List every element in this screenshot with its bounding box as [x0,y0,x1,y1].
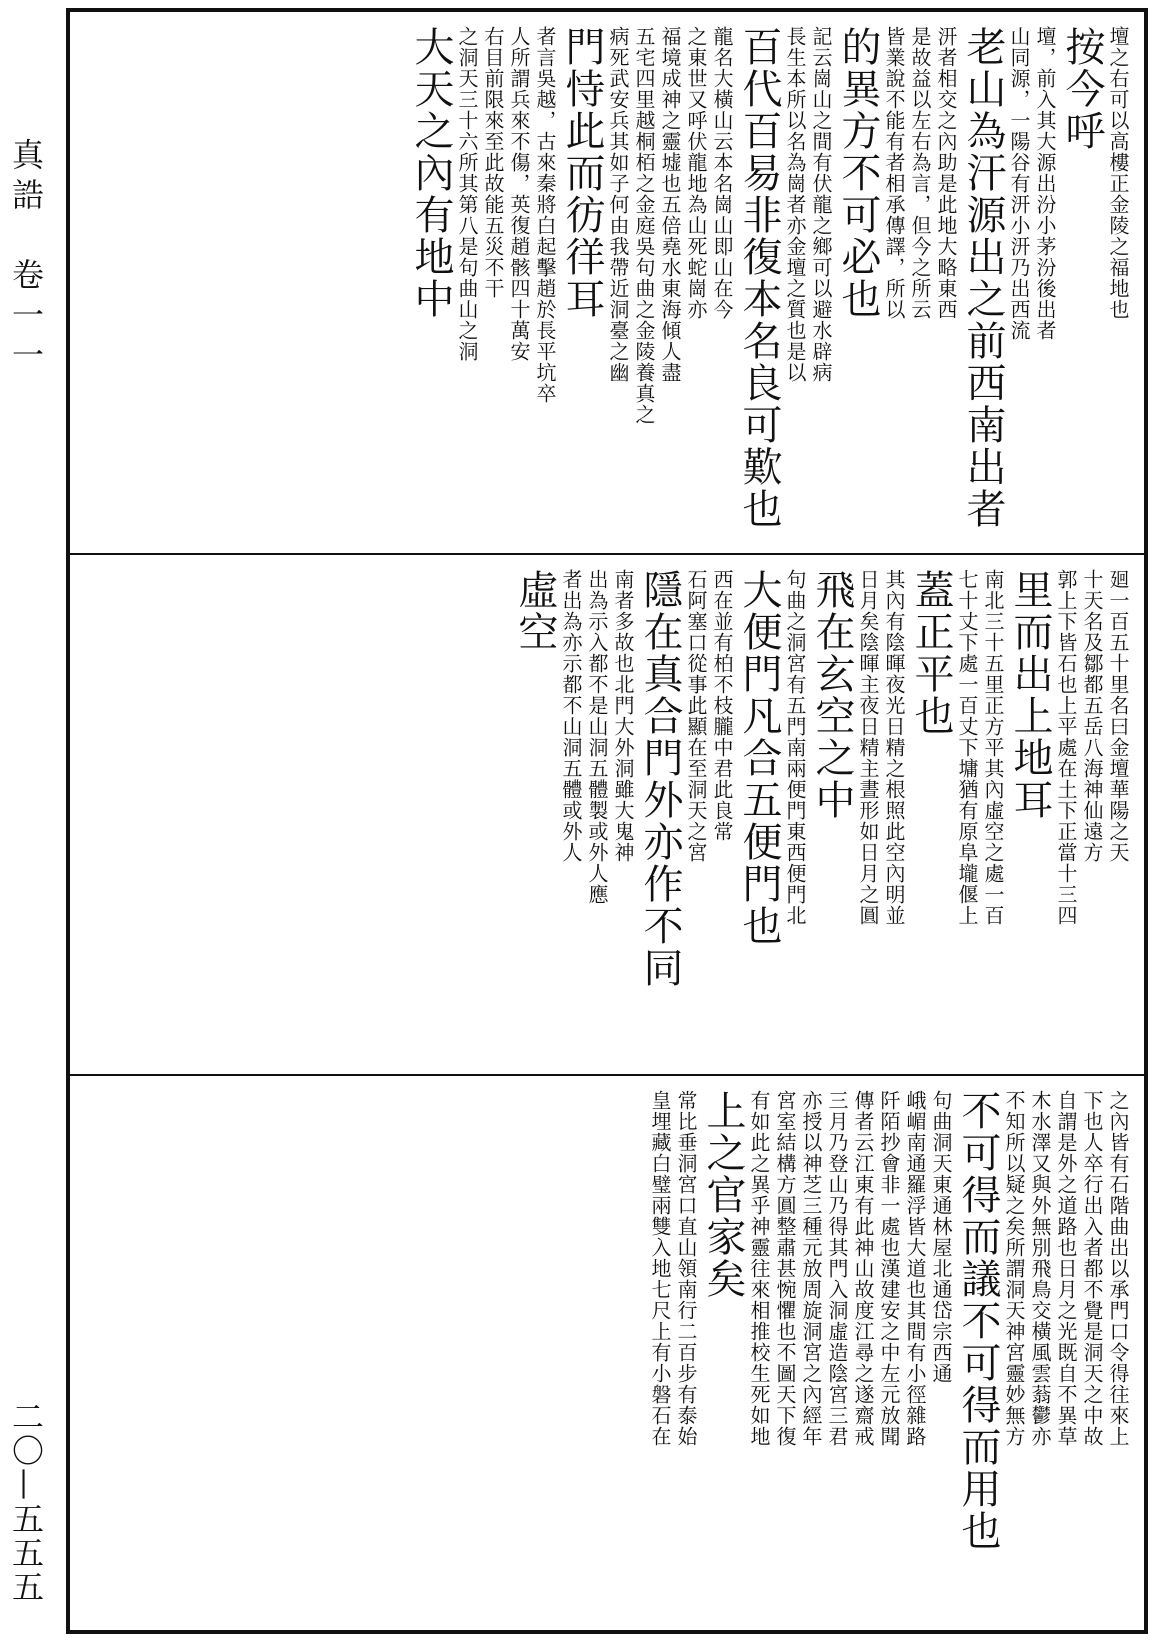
text-column: 自謂是外之道路也日月之光既自不異草 [1054,1090,1078,1447]
text-column: 宮室結構方圓整肅甚惋懼也不圖天下復 [773,1090,797,1447]
text-column: 五宅四里越桐栢之金庭吳句曲之金陵養真之 [632,26,656,425]
text-column: 福境成神之靈墟也五倍堯水東海傾人盡 [658,26,682,383]
text-column: 亦授以神芝三種元放周旋洞宮之內經年 [799,1090,823,1447]
text-column: 汧者相交之內助是此地大略東西 [934,26,958,320]
text-column: 門恃此而彷徉耳 [559,26,605,320]
text-column: 記云崗山之間有伏龍之鄉可以避水辟病 [809,26,833,383]
text-panel-middle [70,553,1144,1073]
text-column: 南北三十五里正方平其內虛空之處一百 [981,569,1005,926]
text-column: 壇之右可以高樓正金陵之福地也 [1106,26,1130,320]
text-column: 之洞天三十六所其第八是句曲山之洞 [455,26,479,362]
text-column: 日月矣陰暉主夜日精主晝形如日月之圓 [856,569,880,926]
text-column: 阡陌抄會非一處也漢建安之中左元放聞 [877,1090,901,1447]
column-block [84,569,1130,1063]
text-panel-bottom [70,1074,1144,1630]
text-column: 者出為亦示都不山洞五體或外人 [559,569,583,863]
text-column: 不可得而議不可得而用也 [955,1090,1001,1552]
text-column: 句曲之洞宮有五門南兩便門東西便門北 [783,569,807,926]
text-column: 郭上下皆石也上平處在土下正當十三四 [1054,569,1078,926]
text-column: 的異方不可必也 [835,26,881,320]
text-column: 壇，前入其大源出汾小茅汾後出者 [1033,26,1057,341]
text-column: 飛在玄空之中 [809,569,855,821]
text-column: 里而出上地耳 [1007,569,1053,821]
text-column: 山同源，一陽谷有汧小汧乃出西流 [1007,26,1031,341]
text-column: 常比垂洞宮口直山領南行二百步有泰始 [674,1090,698,1447]
text-column: 右目前限來至此故能五災不干 [481,26,505,299]
page-frame [66,8,1148,1634]
text-column: 十天名及鄒都五岳八海神仙遠方 [1080,569,1104,863]
text-column: 下也人卒行出入者都不覺是洞天之中故 [1080,1090,1104,1447]
text-column: 其內有陰暉夜光日精之根照此空內明並 [882,569,906,926]
text-column: 傳者云江東有此神山故度江尋之遂齋戒 [851,1090,875,1447]
text-column: 有如此之異乎神靈往來相推校生死如地 [747,1090,771,1447]
text-column: 南者多故也北門大外洞雖大鬼神 [611,569,635,863]
text-column: 大便門凡合五便門也 [736,569,782,947]
text-column: 句曲洞天東通林屋北通岱宗西通 [929,1090,953,1384]
text-column: 是故益以左右為言，但今之所云 [908,26,932,320]
scroll-title: 真誥 卷一一 [7,138,45,378]
text-column: 不知所以疑之矣所謂洞天神宮靈妙無方 [1002,1090,1026,1447]
text-column: 人所謂兵來不傷，英復趙骸四十萬安 [507,26,531,362]
text-column: 老山為汗源出之前西南出者 [960,26,1006,530]
text-column: 三月乃登山乃得其門入洞虛造陰宮三君 [825,1090,849,1447]
text-column: 皆業說不能有者相承傳譯，所以 [882,26,906,320]
text-column: 七十丈下處一百丈下墉猶有原阜壠偃上 [955,569,979,926]
text-column: 大天之內有地中 [408,26,454,320]
text-column: 廻一百五十里名曰金壇華陽之天 [1106,569,1130,863]
text-column: 之內皆有石階曲出以承門口令得往來上 [1106,1090,1130,1447]
text-column: 百代百易非復本名良可歎也 [736,26,782,530]
text-column: 出為示入都不是山洞五體製或外人應 [585,569,609,905]
text-column: 長生本所以名為崗者亦金壇之質也是以 [783,26,807,383]
text-column: 隱在真合門外亦作不同 [637,569,683,989]
text-column: 皇埋藏白璧兩雙入地七尺上有小磐石在 [648,1090,672,1447]
text-column: 者言吳越，古來秦將白起擊趙於長平坑卒 [533,26,557,404]
text-panel-top [70,12,1144,552]
text-column: 蓋正平也 [908,569,954,737]
text-column: 按今呼 [1059,26,1105,152]
text-column: 上之官家矣 [700,1090,746,1300]
text-column: 西在並有柏不枝朧中君此良常 [710,569,734,842]
text-column: 木水澤又與外無別飛鳥交橫風雲蓊鬱亦 [1028,1090,1052,1447]
text-column: 石阿塞口從事此顯在至洞天之宮 [684,569,708,863]
text-column: 峨嵋南通羅浮皆大道也其間有小徑雜路 [903,1090,927,1447]
column-block [84,26,1130,542]
text-column: 病死武安兵其如子何由我帶近洞臺之幽 [606,26,630,383]
page-number: 二〇—五五五 [7,1400,45,1604]
text-column: 龍名大橫山云本名崗山即山在今 [710,26,734,320]
text-column: 虛空 [512,569,558,653]
text-column: 之東世又呼伏龍地為山死蛇崗亦 [684,26,708,320]
column-block [84,1090,1130,1620]
